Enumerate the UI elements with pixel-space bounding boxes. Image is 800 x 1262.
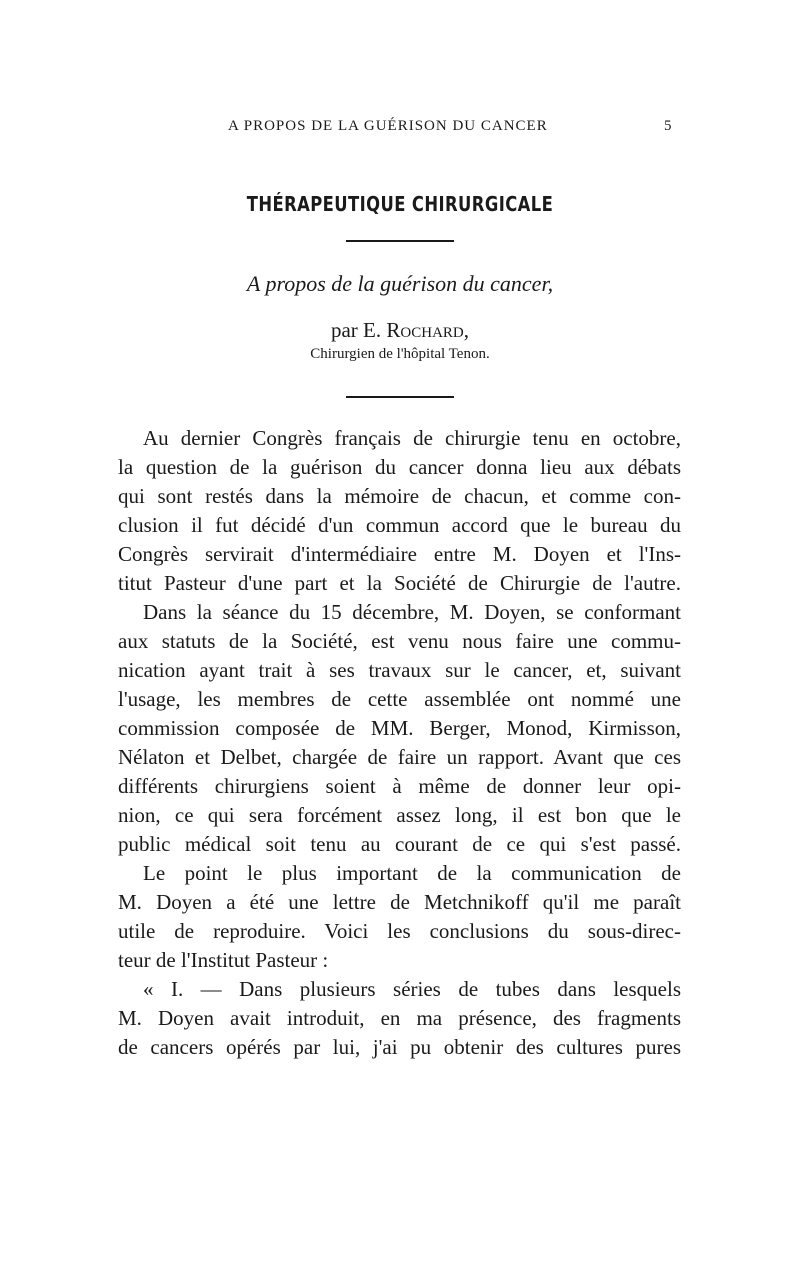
page-number: 5 bbox=[664, 118, 672, 134]
body-line: utile de reproduire. Voici les conclusions du sous-direc- bbox=[118, 919, 681, 943]
body-line: Nélaton et Delbet, chargée de faire un rapport. Avant que ces bbox=[118, 745, 681, 769]
body-line: la question de la guérison du cancer donna lieu aux débats bbox=[118, 455, 681, 479]
body-line: Au dernier Congrès français de chirurgie tenu en octobre, bbox=[143, 426, 681, 450]
body-line: nication ayant trait à ses travaux sur le cancer, et, suivant bbox=[118, 658, 681, 682]
body-line: « I. — Dans plusieurs séries de tubes dans lesquels bbox=[143, 977, 681, 1001]
title-divider bbox=[346, 240, 454, 242]
author-affiliation: Chirurgien de l'hôpital Tenon. bbox=[310, 346, 490, 362]
body-line: de cancers opérés par lui, j'ai pu obtenir des cultures pures bbox=[118, 1035, 681, 1059]
body-line: commission composée de MM. Berger, Monod, Kirmisson, bbox=[118, 716, 681, 740]
body-line: aux statuts de la Société, est venu nous faire une commu- bbox=[118, 629, 681, 653]
body-line: qui sont restés dans la mémoire de chacun, et comme con- bbox=[118, 484, 681, 508]
running-head bbox=[0, 118, 800, 140]
body-line: Le point le plus important de la communication de bbox=[143, 861, 681, 885]
body-line: nion, ce qui sera forcément assez long, il est bon que le bbox=[118, 803, 681, 827]
section-title: THÉRAPEUTIQUE CHIRURGICALE bbox=[246, 192, 554, 216]
body-line: M. Doyen avait introduit, en ma présence, des fragments bbox=[118, 1006, 681, 1030]
author-name: Rochard, bbox=[386, 318, 469, 342]
author-byline bbox=[0, 318, 800, 343]
body-line: Congrès servirait d'intermédiaire entre M. Doyen et l'Ins- bbox=[118, 542, 681, 566]
body-line: l'usage, les membres de cette assemblée ont nommé une bbox=[118, 687, 681, 711]
author-prefix: par E. bbox=[330, 318, 382, 342]
byline-divider bbox=[346, 396, 454, 398]
body-line: clusion il fut décidé d'un commun accord que le bureau du bbox=[118, 513, 681, 537]
body-line: différents chirurgiens soient à même de donner leur opi- bbox=[118, 774, 681, 798]
body-line: teur de l'Institut Pasteur : bbox=[118, 948, 329, 972]
running-title: A PROPOS DE LA GUÉRISON DU CANCER bbox=[228, 118, 548, 134]
body-line: Dans la séance du 15 décembre, M. Doyen, se conformant bbox=[143, 600, 681, 624]
article-subtitle: A propos de la guérison du cancer, bbox=[246, 271, 554, 296]
body-line: public médical soit tenu au courant de ce qui s'est passé. bbox=[118, 832, 681, 856]
body-line: M. Doyen a été une lettre de Metchnikoff qu'il me paraît bbox=[118, 890, 681, 914]
body-line: titut Pasteur d'une part et la Société de Chirurgie de l'autre. bbox=[118, 571, 681, 595]
